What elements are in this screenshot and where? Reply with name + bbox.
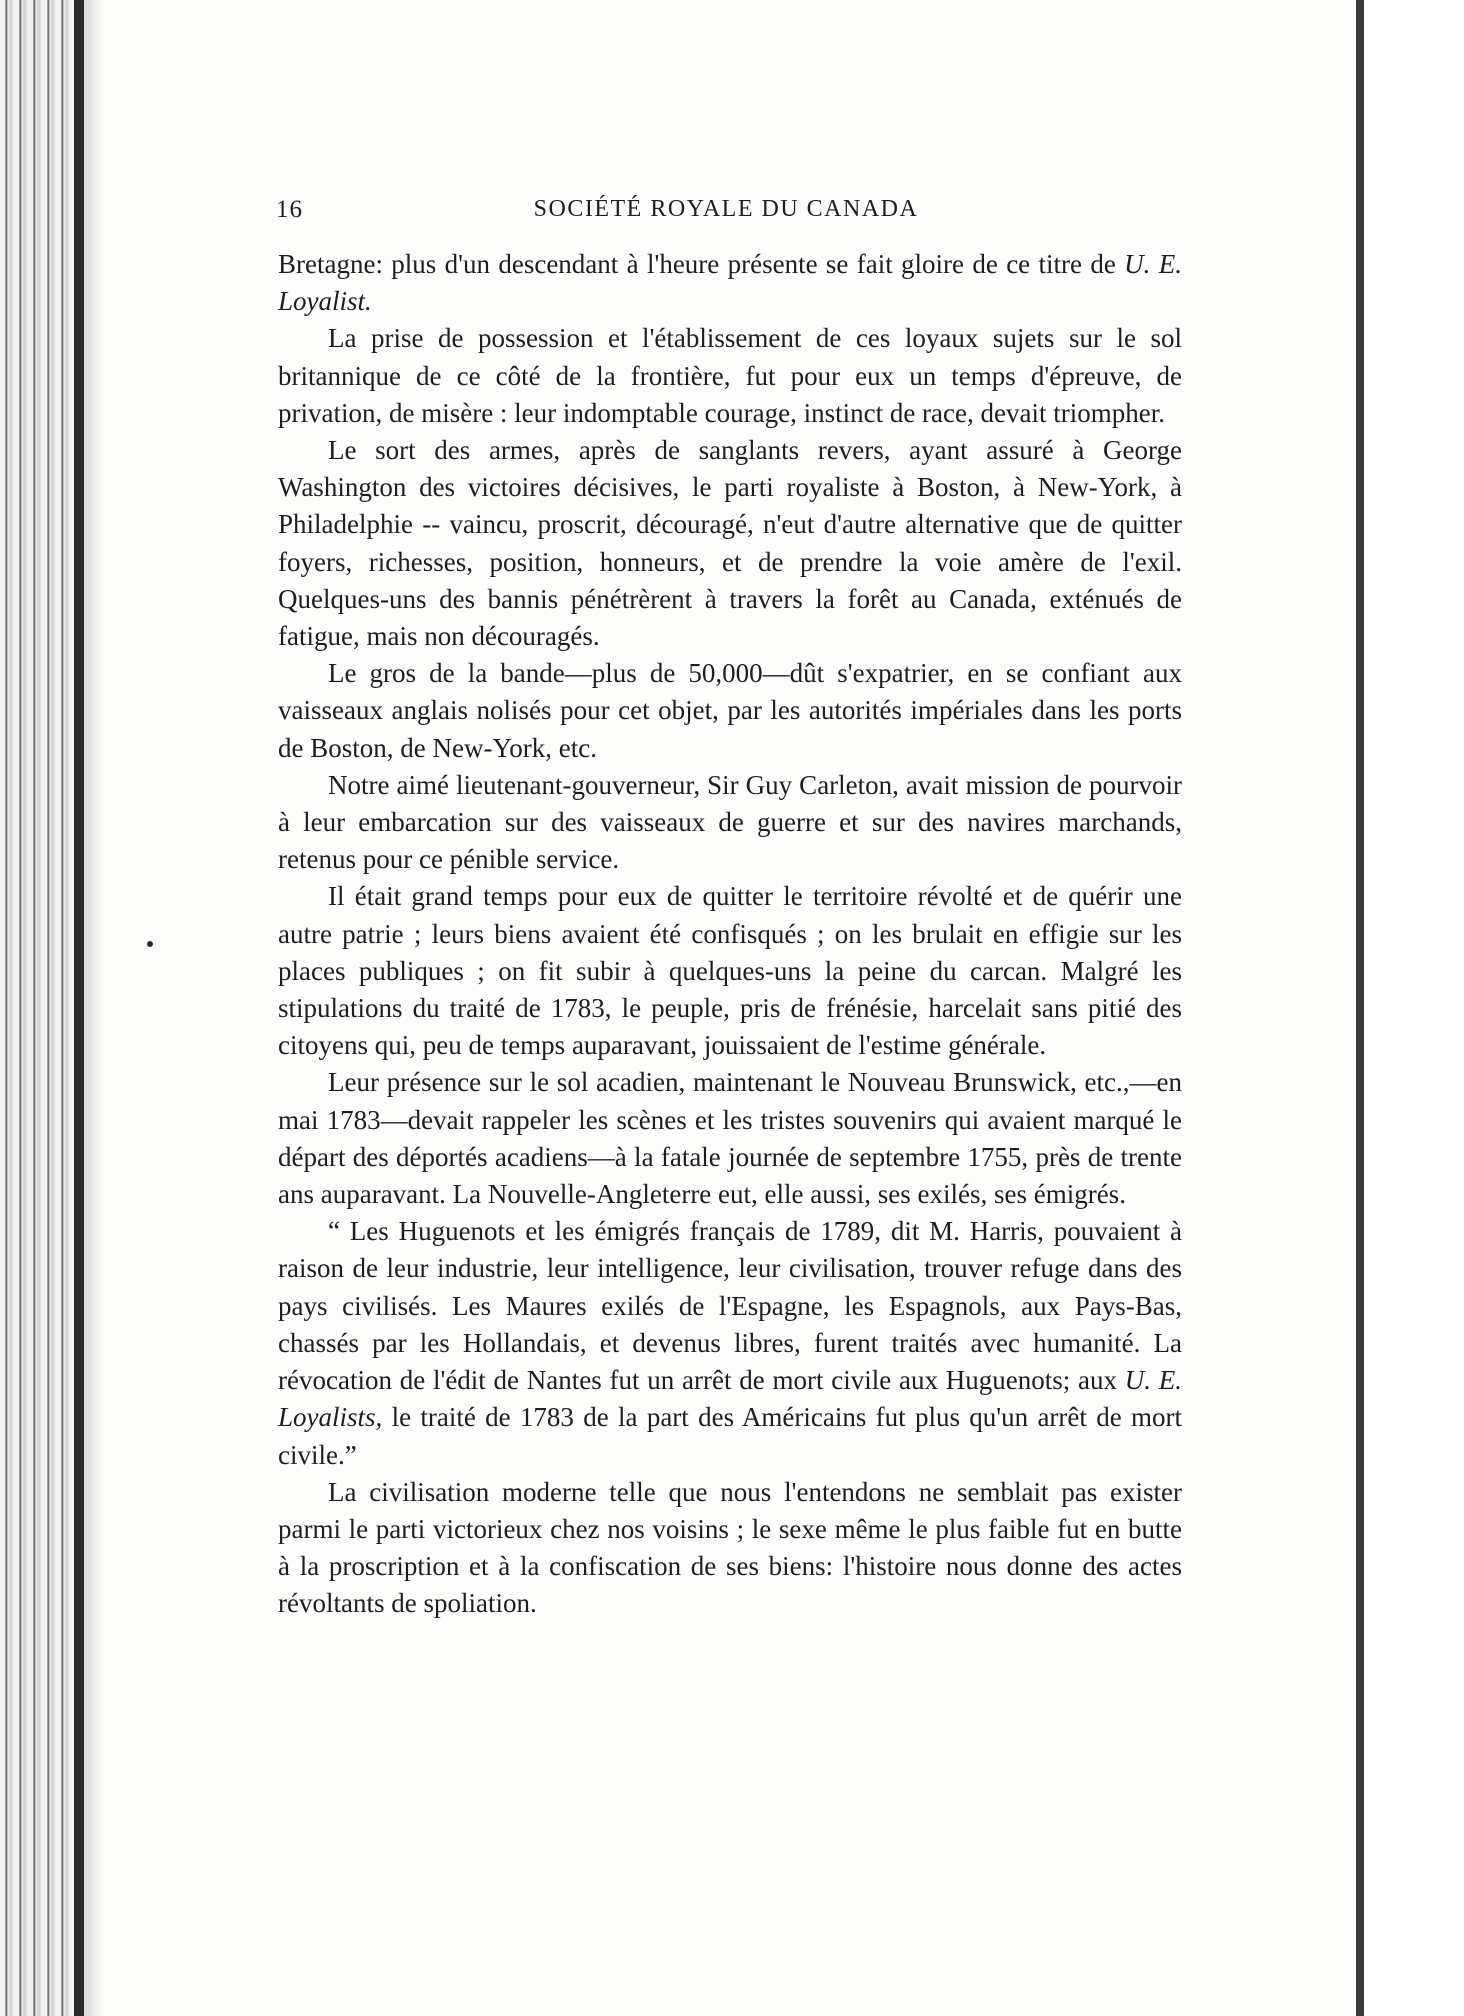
text-run: Bretagne: plus d'un descendant à l'heure présente se fait gloire de ce titre de: [278, 249, 1125, 279]
text-run: La civilisation moderne telle que nous l'entendons ne semblait pas exister parmi le parti victorieux chez nos voisins ; le sexe même le plus faible fut en butte à la proscription et à la confiscation de ses biens: l'histoire nous donne des actes révoltants de spoliation.: [278, 1476, 1182, 1619]
page-right-edge: [1356, 0, 1364, 2016]
paragraph: [278, 767, 1182, 879]
page-number: 16: [276, 196, 303, 223]
text-run: “ Les Huguenots et les émigrés français de 1789, dit M. Harris, pouvaient à raison de leur industrie, leur intelligence, leur civilisation, trouver refuge dans des pays civilisés. Les Maures exilés de l'Espagne, les Espagnols, aux Pays-Bas, chassés par les Hollandais, et devenus libres, furent traités avec humanité. La révocation de l'édit de Nantes fut un arrêt de mort civile aux Huguenots; aux: [278, 1216, 1182, 1396]
text-run: Il était grand temps pour eux de quitter le territoire révolté et de quérir une autre patrie ; leurs biens avaient été confisqués ; on les brulait en effigie sur les places publiques ; on fit subir à quelques-uns la peine du carcan. Malgré les stipulations du traité de 1783, le peuple, pris de frénésie, harcelait sans pitié des citoyens qui, peu de temps auparavant, jouissaient de l'estime générale.: [278, 881, 1182, 1061]
running-title: SOCIÉTÉ ROYALE DU CANADA: [533, 196, 919, 222]
binding-edge: [74, 0, 84, 2016]
italic-run: U. E. Loyalist.: [278, 249, 1182, 317]
running-header: [276, 196, 1176, 232]
paragraph: [278, 1064, 1182, 1213]
text-run: Leur présence sur le sol acadien, maintenant le Nouveau Brunswick, etc.,—en mai 1783—devait rappeler les scènes et les tristes souvenirs qui avaient marqué le départ des déportés acadiens—à la fatale journée de septembre 1755, près de trente ans auparavant. La Nouvelle-Angleterre eut, elle aussi, ses exilés, ses émigrés.: [278, 1067, 1182, 1210]
book-binding: [0, 0, 82, 2016]
text-run: Le sort des armes, après de sanglants revers, ayant assuré à George Washington des victoires décisives, le parti royaliste à Boston, à New-York, à Philadelphie -- vaincu, proscrit, découragé, n'eut d'autre alternative que de quitter foyers, richesses, position, honneurs, et de prendre la voie amère de l'exil. Quelques-uns des bannis pénétrèrent à travers la forêt au Canada, exténués de fatigue, mais non découragés.: [278, 435, 1182, 652]
body-text: [278, 246, 1182, 1623]
text-run: La prise de possession et l'établissement de ces loyaux sujets sur le sol britannique de ce côté de la frontière, fut pour eux un temps d'épreuve, de privation, de misère : leur indomptable courage, instinct de race, devait triompher.: [278, 323, 1182, 428]
text-run: Le gros de la bande—plus de 50,000—dût s'expatrier, en se confiant aux vaisseaux anglais nolisés pour cet objet, par les autorités impériales dans les ports de Boston, de New-York, etc.: [278, 658, 1182, 763]
paragraph: [278, 655, 1182, 767]
paragraph: [278, 246, 1182, 320]
paragraph: [278, 1213, 1182, 1473]
paragraph: [278, 1474, 1182, 1623]
text-run: le traité de 1783 de la part des Américains fut plus qu'un arrêt de mort civile.”: [278, 1402, 1182, 1470]
italic-run: U. E. Loyalists,: [278, 1365, 1182, 1433]
paragraph: [278, 432, 1182, 655]
paragraph: [278, 320, 1182, 432]
ink-speck: [147, 941, 153, 947]
scan-margin: [1364, 0, 1464, 2016]
text-run: Notre aimé lieutenant-gouverneur, Sir Guy Carleton, avait mission de pourvoir à leur embarcation sur des vaisseaux de guerre et sur des navires marchands, retenus pour ce pénible service.: [278, 769, 1182, 875]
paragraph: [278, 878, 1182, 1064]
gutter-shadow: [84, 0, 102, 2016]
